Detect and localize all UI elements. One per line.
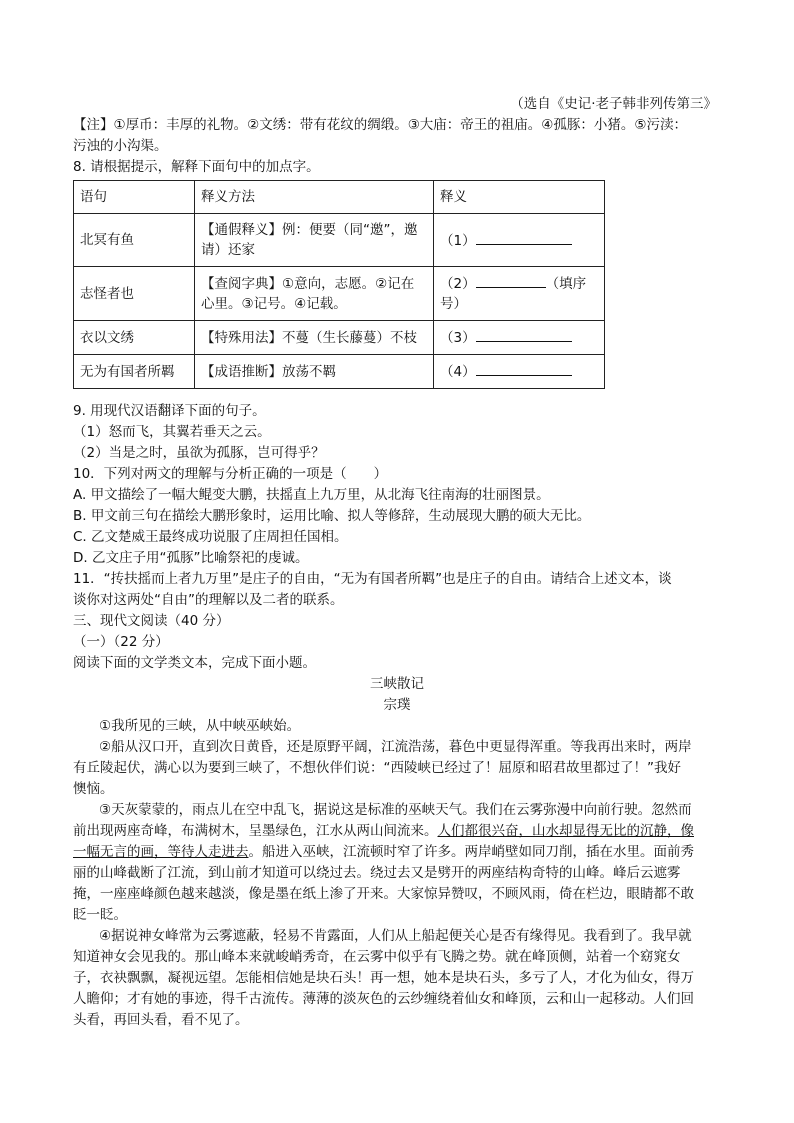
answer-number: （4）: [440, 364, 476, 380]
answer-number: （1）: [440, 232, 476, 249]
underlined-sentence: 一幅无言的画，等待人走进去: [73, 844, 249, 860]
question-10-option-c: C. 乙文楚威王最终成功说服了庄周担任国相。: [73, 529, 348, 545]
question-9-sentence-1: （1）怒而飞，其翼若垂天之云。: [73, 424, 271, 440]
paragraph-2: [73, 737, 721, 800]
paragraph-line: ④据说神女峰常为云雾遮蔽，轻易不肯露面，人们从上船起便关心是否有缘得见。我看到了。我早就: [99, 928, 692, 944]
question-8-prompt: 8. 请根据提示，解释下面句中的加点字。: [73, 159, 320, 175]
question-8-table: [73, 180, 605, 389]
table-row: [74, 321, 605, 355]
row-sentence: 北冥有鱼: [74, 214, 195, 267]
row-answer-cell: [434, 214, 605, 267]
text-span: 。船进入巫峡，江流顿时窄了许多。两岸峭壁如同刀削，插在水里。面前秀: [248, 844, 694, 860]
reading-instruction: 阅读下面的文学类文本，完成下面小题。: [73, 655, 316, 671]
text-span: 前出现两座奇峰，布满树木，呈墨绿色，江水从两山间流来。: [73, 823, 438, 839]
question-10-option-a: A. 甲文描绘了一幅大鲲变大鹏，扶摇直上九万里，从北海飞往南海的壮丽图景。: [73, 487, 550, 503]
question-11-line-2: 谈你对这两处“自由”的理解以及二者的联系。: [73, 592, 344, 608]
answer-blank[interactable]: [476, 327, 572, 342]
section-heading: 三、现代文阅读（40 分）: [73, 613, 230, 629]
source-citation: （选自《史记·老子韩非列传第三》: [510, 96, 717, 112]
paragraph-4: [73, 926, 721, 1031]
row-method: 【特殊用法】不蔓（生长藤蔓）不枝: [195, 321, 434, 355]
paragraph-1: ①我所见的三峡，从中峡巫峡始。: [99, 718, 301, 734]
row-sentence: 志怪者也: [74, 267, 195, 321]
article-title: 三峡散记: [370, 676, 424, 692]
row-sentence: 无为有国者所羁: [74, 355, 195, 389]
article-author: 宗璞: [383, 697, 411, 713]
paragraph-line: [73, 842, 721, 863]
paragraph-line: 丽的山峰截断了江流，到山前才知道可以绕过去。绕过去又是劈开的两座结构奇特的山峰。峰后云遮雾: [73, 865, 681, 881]
header-method: 释义方法: [195, 181, 434, 214]
question-10-prompt: 10．下列对两文的理解与分析正确的一项是（ ）: [73, 466, 388, 482]
paragraph-line: ②船从汉口开，直到次日黄昏，还是原野平阔，江流浩荡，暮色中更显得浑重。等我再出来时，两岸: [99, 739, 692, 755]
paragraph-3: [73, 800, 721, 926]
table-row: [74, 214, 605, 267]
question-10-option-d: D. 乙文庄子用“孤豚”比喻祭祀的虔诚。: [73, 550, 309, 566]
row-method: 【查阅字典】①意向，志愿。②记在心里。③记号。④记载。: [195, 267, 434, 321]
header-sentence: 语句: [74, 181, 195, 214]
paragraph-line: 子，衣袂飘飘，凝视远望。怎能相信她是块石头！再一想，她本是块石头，多亏了人，才化为仙女，得万: [73, 970, 694, 986]
paragraph-line: [73, 821, 721, 842]
paragraph-line: 掩，一座座峰颜色越来越淡，像是墨在纸上渗了开来。大家惊异赞叹，不顾风雨，倚在栏边，眼睛都不敢: [73, 886, 694, 902]
row-answer-cell: [434, 267, 605, 321]
annotation-note-line-2: 污浊的小沟渠。: [73, 138, 168, 154]
paragraph-line: 懊恼。: [73, 781, 114, 797]
question-11-line-1: 11．“抟扶摇而上者九万里”是庄子的自由，“无为有国者所羁”也是庄子的自由。请结合上述文本，谈: [73, 571, 672, 587]
header-meaning: 释义: [434, 181, 605, 214]
answer-number: （2）: [440, 276, 476, 292]
subsection-heading: （一）（22 分）: [73, 634, 169, 650]
table-header-row: [74, 181, 605, 214]
paragraph-line: ③天灰蒙蒙的，雨点儿在空中乱飞，据说这是标准的巫峡天气。我们在云雾弥漫中向前行驶。忽然而: [99, 802, 692, 818]
paragraph-line: 头看，再回头看，看不见了。: [73, 1012, 249, 1028]
row-answer-cell: [434, 355, 605, 389]
paragraph-line: 知道神女会见我的。那山峰本来就峻峭秀奇，在云雾中似乎有飞腾之势。就在峰顶侧，站着一个窈窕女: [73, 949, 681, 965]
table-row: [74, 355, 605, 389]
row-answer-cell: [434, 321, 605, 355]
annotation-note-line-1: 【注】①厚币：丰厚的礼物。②文绣：带有花纹的绸缎。③大庙：帝王的祖庙。④孤豚：小猪。⑤污渎：: [73, 117, 688, 133]
question-9-sentence-2: （2）当是之时，虽欲为孤豚，岂可得乎？: [73, 445, 325, 461]
underlined-sentence: 人们都很兴奋，山水却显得无比的沉静，像: [437, 823, 694, 839]
answer-blank[interactable]: [476, 361, 572, 376]
answer-blank[interactable]: [476, 230, 572, 245]
page-content: [73, 94, 721, 1031]
paragraph-line: 有丘陵起伏，满心以为要到三峡了，不想伙伴们说：“西陵峡已经过了！屈原和昭君故里都过了！”我好: [73, 760, 681, 776]
paragraph-line: 眨一眨。: [73, 907, 127, 923]
answer-blank[interactable]: [476, 273, 546, 288]
table-row: [74, 267, 605, 321]
row-method: 【通假释义】例：便要（同“邀”，邀请）还家: [195, 214, 434, 267]
row-method: 【成语推断】放荡不羁: [195, 355, 434, 389]
question-9-prompt: 9. 用现代汉语翻译下面的句子。: [73, 403, 266, 419]
question-10-option-b: B. 甲文前三句在描绘大鹏形象时，运用比喻、拟人等修辞，生动展现大鹏的硕大无比。: [73, 508, 591, 524]
answer-hint: （填序号）: [440, 276, 587, 312]
row-sentence: 衣以文绣: [74, 321, 195, 355]
answer-number: （3）: [440, 330, 476, 346]
paragraph-line: 人瞻仰；才有她的事迹，得千古流传。薄薄的淡灰色的云纱缠绕着仙女和峰顶，云和山一起移动。人们回: [73, 991, 694, 1007]
